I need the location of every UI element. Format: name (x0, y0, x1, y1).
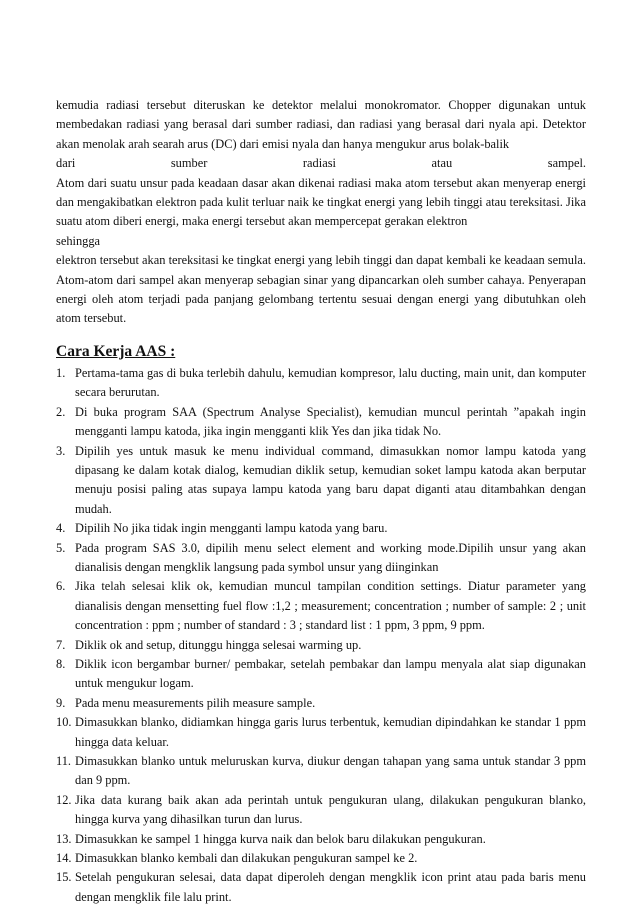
list-item (56, 636, 586, 655)
step-number: 6. (56, 579, 66, 594)
list-item (56, 849, 586, 868)
step-number: 3. (56, 443, 66, 458)
paragraph-atom-excitation: Atom dari suatu unsur pada keadaan dasar akan dikenai radiasi maka atom tersebut akan menyerap energi dan mengakibatkan elektron pada kulit terluar naik ke tingkat energi yang lebih tinggi atau tereksitasi. Jika suatu atom diberi energi, maka energi tersebut akan mempercepat gerakan elektron (56, 175, 586, 229)
list-item (56, 364, 586, 403)
list-item (56, 655, 586, 694)
paragraph-absorption: elektron tersebut akan tereksitasi ke tingkat energi yang lebih tinggi dan dapat kembali ke keadaan semula. Atom-atom dari sampel akan menyerap sebagian sinar yang dipancarkan oleh sumber cahaya. Penyerapan energi oleh atom terjadi pada panjang gelombang tertentu sesuai dengan energi yang dibutuhkan oleh atom tersebut. (56, 253, 586, 326)
step-text: Dimasukkan blanko untuk meluruskan kurva, diukur dengan tahapan yang sama untuk standar 3 ppm dan 9 ppm. (75, 754, 586, 788)
paragraph-sehingga: sehingga (56, 233, 101, 248)
step-number: 14. (56, 851, 72, 866)
step-text: Pada menu measurements pilih measure sample. (75, 695, 316, 710)
paragraph-detector: kemudia radiasi tersebut diteruskan ke detektor melalui monokromator. Chopper digunakan untuk membedakan radiasi yang berasal dari sumber radiasi, dan radiasi yang berasal dari nyala api. Detektor akan menolak arah searah arus (DC) dari emisi nyala dan hanya mengukur arus bolak-balik (56, 98, 586, 151)
step-text: Diklik icon bergambar burner/ pembakar, setelah pembakar dan lampu menyala alat siap digunakan untuk mengukur logam. (75, 656, 586, 691)
list-item (56, 752, 586, 791)
step-number: 8. (56, 656, 66, 671)
step-number: 9. (56, 695, 66, 710)
step-text: Jika telah selesai klik ok, kemudian muncul tampilan condition settings. Diatur parameter yang dianalisis dengan mensetting fuel flow :1,2 ; measurement; concentration ; number of sample: 2 ; unit concentration : ppm ; number of standard : 3 ; standard list : 1 ppm, 3 ppm, 9 ppm. (75, 579, 586, 633)
step-text: Diklik ok and setup, ditunggu hingga selesai warming up. (75, 637, 362, 652)
step-number: 7. (56, 637, 66, 652)
step-number: 12. (56, 792, 72, 807)
step-number: 5. (56, 540, 66, 555)
list-item (56, 830, 586, 849)
paragraph-detector-end: dari sumber radiasi atau sampel. (56, 156, 586, 171)
step-number: 1. (56, 365, 66, 380)
step-number: 11. (56, 754, 72, 768)
step-text: Dimasukkan blanko, didiamkan hingga garis lurus terbentuk, kemudian dipindahkan ke standar 1 ppm hingga data keluar. (75, 715, 586, 749)
list-item (56, 694, 586, 713)
list-item (56, 519, 586, 538)
procedure-list (56, 364, 586, 907)
list-item (56, 442, 586, 520)
step-text: Dipilih yes untuk masuk ke menu individual command, dimasukkan nomor lampu katoda yang dipasang ke dalam kotak dialog, kemudian diklik setup, kemudian soket lampu katoda akan berputar menuju posisi paling atas supaya lampu katoda yang baru dapat diganti atau ditambahkan dengan mudah. (75, 443, 586, 516)
step-text: Di buka program SAA (Spectrum Analyse Specialist), kemudian muncul perintah ”apakah ingin mengganti lampu katoda, jika ingin mengganti klik Yes dan jika tidak No. (75, 404, 586, 439)
list-item (56, 403, 586, 442)
step-number: 10. (56, 715, 72, 730)
step-text: Dimasukkan blanko kembali dan dilakukan pengukuran sampel ke 2. (75, 851, 418, 866)
list-item (56, 791, 586, 830)
list-item (56, 577, 586, 635)
list-item (56, 868, 586, 907)
step-text: Pertama-tama gas di buka terlebih dahulu, kemudian kompresor, lalu ducting, main unit, dan komputer secara berurutan. (75, 365, 586, 400)
step-text: Jika data kurang baik akan ada perintah untuk pengukuran ulang, dilakukan pengukuran blanko, hingga kurva yang dihasilkan turun dan lurus. (75, 792, 586, 827)
step-text: Dimasukkan ke sampel 1 hingga kurva naik dan belok baru dilakukan pengukuran. (75, 831, 486, 846)
step-number: 4. (56, 521, 66, 536)
list-item (56, 539, 586, 578)
step-number: 15. (56, 870, 72, 885)
step-text: Dipilih No jika tidak ingin mengganti lampu katoda yang baru. (75, 521, 388, 536)
step-number: 13. (56, 831, 72, 846)
step-text: Setelah pengukuran selesai, data dapat diperoleh dengan mengklik icon print atau pada baris menu dengan mengklik file lalu print. (75, 870, 586, 904)
step-text: Pada program SAS 3.0, dipilih menu select element and working mode.Dipilih unsur yang akan dianalisis dengan mengklik langsung pada symbol unsur yang diinginkan (75, 540, 586, 574)
section-heading: Cara Kerja AAS : (56, 342, 176, 360)
step-number: 2. (56, 404, 66, 419)
list-item (56, 713, 586, 752)
